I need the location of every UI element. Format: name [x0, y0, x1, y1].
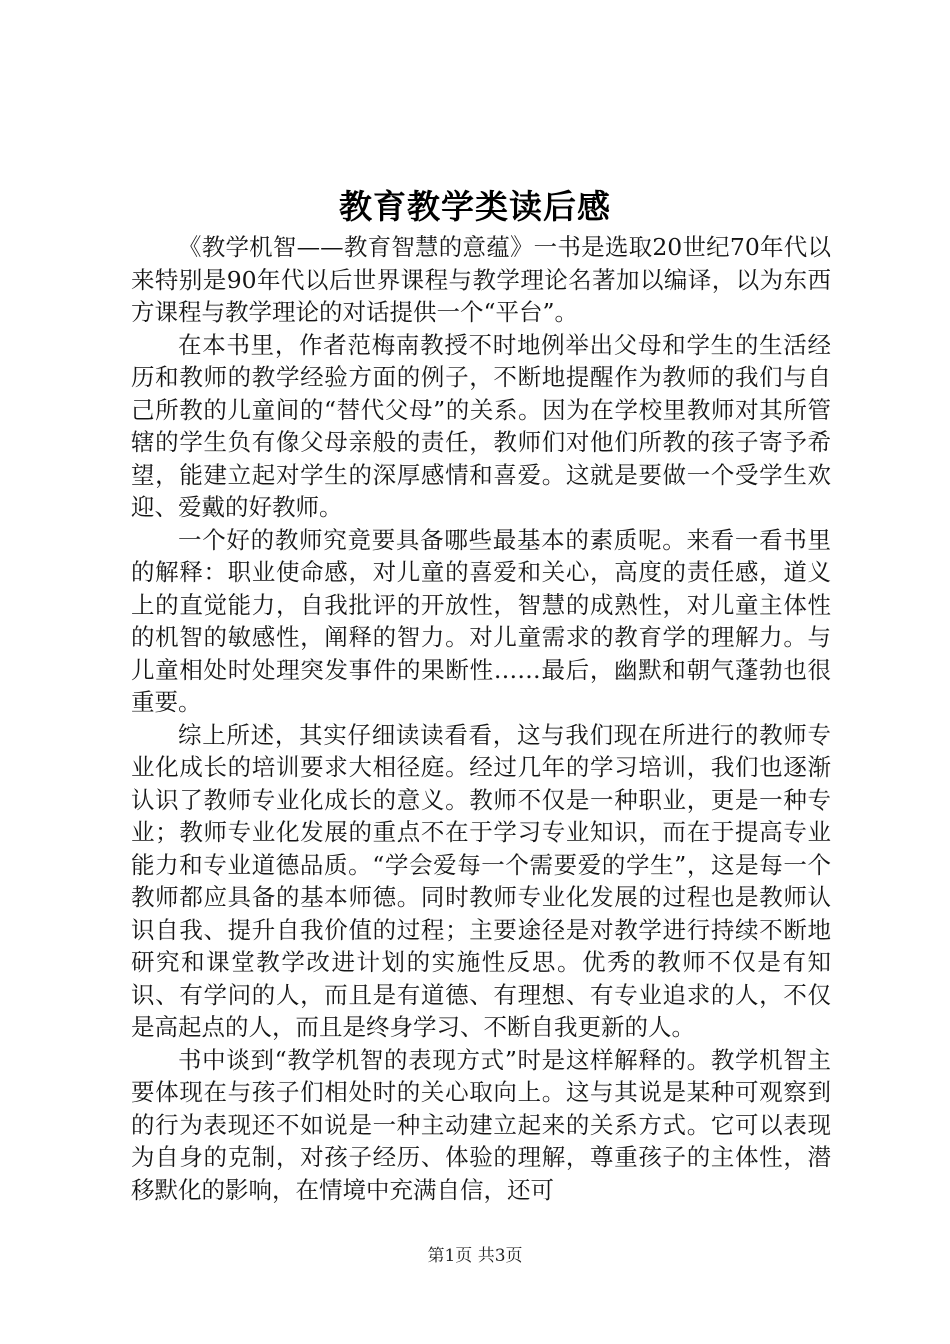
- document-title: 教育教学类读后感: [339, 187, 611, 226]
- document-body: [131, 231, 831, 1206]
- paragraph-5: 书中谈到“教学机智的表现方式”时是这样解释的。教学机智主要体现在与孩子们相处时的关心取向上。这与其说是某种可观察到的行为表现还不如说是一种主动建立起来的关系方式。它可以表现为自身的克制，对孩子经历、体验的理解，尊重孩子的主体性，潜移默化的影响，在情境中充满自信，还可: [131, 1045, 831, 1204]
- paragraph-1: 《教学机智——教育智慧的意蕴》一书是选取20世纪70年代以来特别是90年代以后世界课程与教学理论名著加以编译，以为东西方课程与教学理论的对话提供一个“平台”。: [131, 233, 831, 326]
- paragraph-3: 一个好的教师究竟要具备哪些最基本的素质呢。来看一看书里的解释：职业使命感，对儿童的喜爱和关心，高度的责任感，道义上的直觉能力，自我批评的开放性，智慧的成熟性，对儿童主体性的机智的敏感性，阐释的智力。对儿童需求的教育学的理解力。与儿童相处时处理突发事件的果断性……最后，幽默和朝气蓬勃也很重要。: [131, 525, 831, 716]
- paragraph-4: 综上所述，其实仔细读读看看，这与我们现在所进行的教师专业化成长的培训要求大相径庭。经过几年的学习培训，我们也逐渐认识了教师专业化成长的意义。教师不仅是一种职业，更是一种专业；教师专业化发展的重点不在于学习专业知识，而在于提高专业能力和专业道德品质。“学会爱每一个需要爱的学生”，这是每一个教师都应具备的基本师德。同时教师专业化发展的过程也是教师认识自我、提升自我价值的过程；主要途径是对教学进行持续不断地研究和课堂教学改进计划的实施性反思。优秀的教师不仅是有知识、有学问的人，而且是有道德、有理想、有专业追求的人，不仅是高起点的人，而且是终身学习、不断自我更新的人。: [131, 720, 831, 1041]
- paragraph-2: 在本书里，作者范梅南教授不时地例举出父母和学生的生活经历和教师的教学经验方面的例子，不断地提醒作为教师的我们与自己所教的儿童间的“替代父母”的关系。因为在学校里教师对其所管辖的学生负有像父母亲般的责任，教师们对他们所教的孩子寄予希望，能建立起对学生的深厚感情和喜爱。这就是要做一个受学生欢迎、爱戴的好教师。: [131, 330, 831, 521]
- page-footer: 第1页 共3页: [427, 1246, 523, 1266]
